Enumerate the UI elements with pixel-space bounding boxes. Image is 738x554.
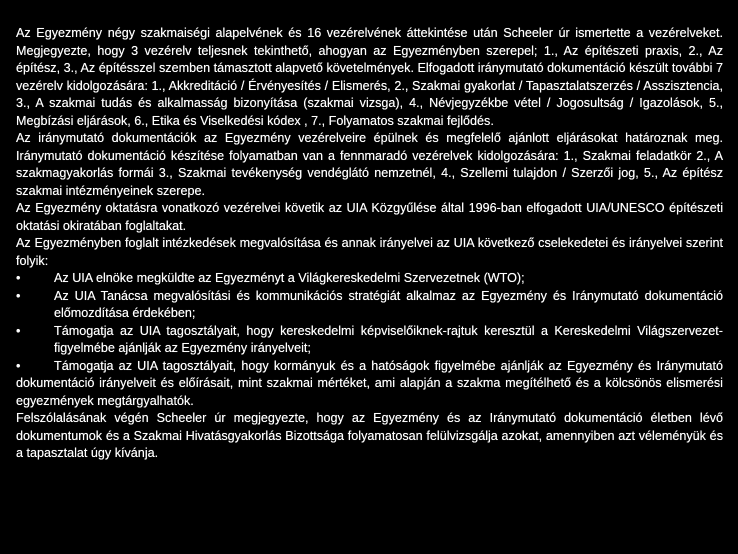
list-item — [16, 323, 723, 358]
list-item-text: Támogatja az UIA tagosztályait, hogy kormányuk és a hatóságok figyelmébe ajánlják az Egyezmény és Iránymutató dokumentáció irányelveit és előírásait, mint szakmai mértéket, ami alapján a szakma megítélhető és a kölcsönös elismerési egyezmények megtárgyalhatók. — [16, 358, 723, 408]
bullet-icon: • — [16, 288, 21, 303]
paragraph-closing: Felszólalásának végén Scheeler úr megjegyezte, hogy az Egyezmény és az Iránymutató dokumentáció életben lévő dokumentumok és a Szakmai Hivatásgyakorlás Bizottsága folyamatosan felülvizsgálja azokat, amennyiben azt véleményük és a tapasztalat úgy kívánja. — [16, 411, 723, 460]
document-page — [16, 25, 723, 463]
list-item — [16, 358, 723, 411]
list-item-text: Az UIA elnöke megküldte az Egyezményt a Világkereskedelmi Szervezetnek (WTO); — [54, 271, 525, 285]
implementation-bullet-list — [16, 270, 723, 410]
bullet-icon: • — [16, 323, 21, 338]
list-item — [16, 288, 723, 323]
list-item — [16, 270, 723, 288]
paragraph-implementation-intro: Az Egyezményben foglalt intézkedések megvalósítása és annak irányelvei az UIA következő cselekedetei és irányelvei szerint folyik: — [16, 236, 723, 268]
bullet-icon: • — [16, 271, 21, 285]
paragraph-education: Az Egyezmény oktatásra vonatkozó vezérelvei követik az UIA Közgyűlése által 1996-ban elfogadott UIA/UNESCO építészeti oktatási okiratában foglaltakat. — [16, 201, 723, 233]
list-item-text: Támogatja az UIA tagosztályait, hogy kereskedelmi képviselőiknek-rajtuk keresztül a Kereskedelmi Világszervezet-figyelmébe ajánlják az Egyezmény irányelveit; — [54, 323, 723, 355]
paragraph-principles: Az Egyezmény négy szakmaiségi alapelvének és 16 vezérelvének áttekintése után Scheeler úr ismertette a vezérelveket. Megjegyezte, hogy 3 vezérelv teljesnek tekinthető, ahogyan az Egyezményben szerepel; 1., Az építészeti praxis, 2., Az építész, 3., Az építésszel szemben támasztott alapvető követelmények. Elfogadott iránymutató dokumentáció készült további 7 vezérelv kidolgozására: 1., Akkreditáció / Érvényesítés / Elismerés, 2., Szakmai gyakorlat / Tapasztalatszerzés / Asszisztencia, 3., A szakmai tudás és alkalmasság bizonyítása (szakmai vizsga), 4., Névjegyzékbe vétel / Jogosultság / Igazolások, 5., Megbízási eljárások, 6., Etika és Viselkedési kódex , 7., Folyamatos szakmai fejlődés. — [16, 26, 723, 128]
list-item-text: Az UIA Tanácsa megvalósítási és kommunikációs stratégiát alkalmaz az Egyezmény és Iránymutató dokumentáció előmozdítása érdekében; — [54, 288, 723, 320]
bullet-icon: • — [16, 358, 21, 373]
paragraph-guidelines: Az iránymutató dokumentációk az Egyezmény vezérelveire épülnek és megfelelő ajánlott eljárásokat határoznak meg. Iránymutató dokumentáció készítése folyamatban van a fennmaradó vezérelvek kidolgozására: 1., Szakmai feladatkör 2., A szakmagyakorlás formái 3., Szakmai tevékenység vendéglátó nemzetnél, 4., Szellemi tulajdon / Szerzői jog, 5., Az építész szakmai intézményeinek szerepe. — [16, 131, 723, 198]
